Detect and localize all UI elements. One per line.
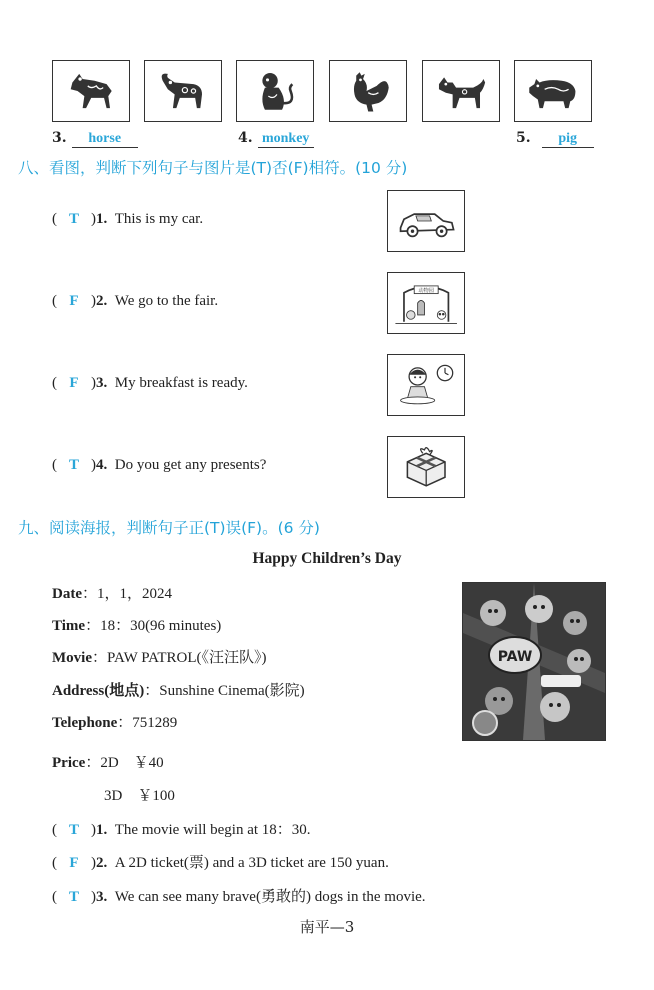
animal-answer-3 <box>52 127 138 148</box>
question-text: A 2D ticket(票) and a 3D ticket are 150 yuan. <box>114 855 389 871</box>
goat-papercut-icon <box>144 60 222 122</box>
answer-number: 4. <box>238 130 253 146</box>
monkey-papercut-icon <box>236 60 314 122</box>
question-text: We go to the fair. <box>114 293 219 309</box>
answer-mark: T <box>68 211 79 227</box>
question-text: We can see many brave(勇敢的) dogs in the movie. <box>114 889 426 905</box>
question-text: This is my car. <box>114 211 204 227</box>
svg-text:动物园: 动物园 <box>418 287 434 294</box>
poster-time: Time：18：30(96 minutes) <box>52 618 222 634</box>
answer-mark: T <box>68 822 79 838</box>
s8-question-3: ( F )3. My breakfast is ready. <box>52 375 248 391</box>
horse-papercut-icon <box>52 60 130 122</box>
answer-mark: T <box>68 457 79 473</box>
s8-question-4: ( T )4. Do you get any presents? <box>52 457 267 473</box>
s9-question-3: ( T )3. We can see many brave(勇敢的) dogs in the movie. <box>52 889 426 905</box>
answer-blank: horse <box>72 131 138 148</box>
answer-mark: T <box>68 889 79 905</box>
poster-price-3d: 3D ￥100 <box>104 788 175 804</box>
poster-movie: Movie：PAW PATROL(《汪汪队》) <box>52 650 267 666</box>
section-9-title: 九、阅读海报，判断句子正(T)误(F)。(6 分) <box>18 519 320 537</box>
paw-patrol-poster-icon <box>462 582 606 741</box>
answer-mark: F <box>69 293 79 309</box>
poster-title: Happy Children’s Day <box>252 550 402 567</box>
poster-address: Address(地点)：Sunshine Cinema(影院) <box>52 683 305 699</box>
dog-papercut-icon <box>422 60 500 122</box>
animal-answer-4 <box>238 127 314 148</box>
question-text: Do you get any presents? <box>114 457 267 473</box>
answer-blank: monkey <box>258 131 314 148</box>
gift-box-icon <box>387 436 465 498</box>
s9-question-1: ( T )1. The movie will begin at 18：30. <box>52 822 311 838</box>
s9-question-2: ( F )2. A 2D ticket(票) and a 3D ticket are 150 yuan. <box>52 855 389 871</box>
question-number: 2. <box>96 293 108 309</box>
answer-mark: F <box>69 855 79 871</box>
s8-question-1: ( T )1. This is my car. <box>52 211 204 227</box>
answer-mark: F <box>69 375 79 391</box>
rooster-papercut-icon <box>329 60 407 122</box>
question-text: My breakfast is ready. <box>114 375 248 391</box>
poster-telephone: Telephone：751289 <box>52 715 178 731</box>
zoo-gate-icon <box>387 272 465 334</box>
question-number: 1. <box>96 822 108 838</box>
question-text: The movie will begin at 18：30. <box>114 822 311 838</box>
page-footer: 南平—3 <box>299 918 355 936</box>
answer-number: 5. <box>516 130 531 146</box>
poster-date: Date：1，1，2024 <box>52 586 173 602</box>
svg-text:PAW: PAW <box>497 649 533 665</box>
pig-papercut-icon <box>514 60 592 122</box>
question-number: 3. <box>96 375 108 391</box>
poster-price: Price：2D ￥40 <box>52 755 164 771</box>
animal-answer-5 <box>516 127 594 148</box>
question-number: 2. <box>96 855 108 871</box>
question-number: 3. <box>96 889 108 905</box>
s8-question-2: ( F )2. We go to the fair. <box>52 293 219 309</box>
question-number: 1. <box>96 211 108 227</box>
answer-number: 3. <box>52 130 67 146</box>
section-8-title: 八、看图，判断下列句子与图片是(T)否(F)相符。(10 分) <box>18 159 408 177</box>
question-number: 4. <box>96 457 108 473</box>
car-icon <box>387 190 465 252</box>
girl-eating-clock-icon <box>387 354 465 416</box>
answer-blank: pig <box>542 131 594 148</box>
